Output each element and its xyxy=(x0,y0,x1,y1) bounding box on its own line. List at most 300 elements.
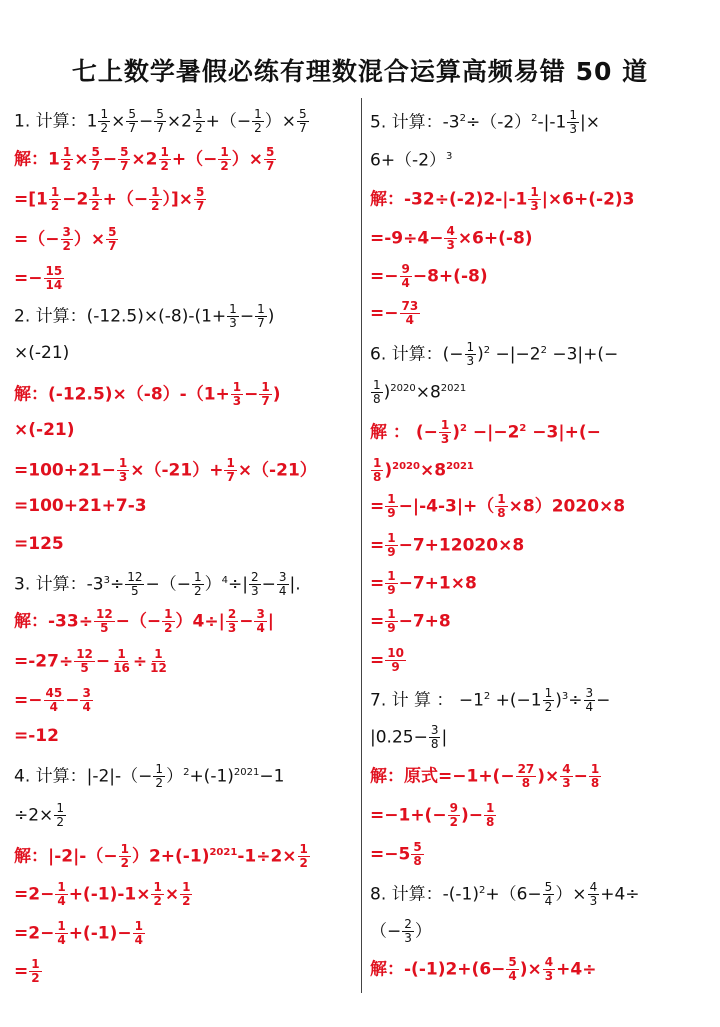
fraction-denominator: 2 xyxy=(100,121,109,135)
fraction xyxy=(89,186,101,213)
fraction-numerator: 5 xyxy=(156,107,164,121)
question-line xyxy=(370,918,432,945)
math-text: − xyxy=(102,149,118,170)
fraction-denominator: 4 xyxy=(49,700,59,714)
math-text: 解：|-2|-（− xyxy=(14,846,118,867)
solution-line xyxy=(14,958,43,985)
solution-line xyxy=(370,608,451,635)
math-text: ×(-21) xyxy=(14,343,70,363)
fraction-denominator: 2 xyxy=(120,856,129,871)
fraction-numerator: 12 xyxy=(127,570,143,585)
fraction-numerator: 1 xyxy=(226,456,235,470)
solution-line xyxy=(370,186,635,213)
math-text: − xyxy=(65,690,80,711)
fraction-denominator: 5 xyxy=(100,621,109,635)
fraction xyxy=(411,841,423,868)
fraction xyxy=(118,146,130,173)
fraction-numerator: 1 xyxy=(261,380,270,394)
math-text: +(-1)− xyxy=(68,923,132,944)
fraction-numerator: 1 xyxy=(299,842,308,857)
exponent: 2 xyxy=(183,767,190,778)
fraction-numerator: 1 xyxy=(57,880,66,894)
math-text: −8+(-8) xyxy=(412,266,488,287)
math-text: ）× xyxy=(555,884,587,905)
fraction-denominator: 3 xyxy=(404,931,412,945)
fraction xyxy=(371,379,383,406)
exponent: 2 xyxy=(460,423,467,434)
fraction-denominator: 3 xyxy=(229,316,237,330)
fraction-numerator: 1 xyxy=(120,842,129,857)
fraction xyxy=(385,532,397,559)
math-text: − xyxy=(239,306,255,327)
fraction xyxy=(516,763,537,790)
exponent: 2020 xyxy=(392,461,420,472)
math-text: ) xyxy=(272,384,281,405)
math-text: −|-4-3|+（ xyxy=(398,496,495,517)
fraction-numerator: 5 xyxy=(265,145,275,159)
fraction-denominator: 2 xyxy=(164,621,173,635)
math-text: 2. 计算：(-12.5)×(-8)-(1+ xyxy=(14,306,227,327)
fraction xyxy=(495,493,507,520)
math-text: 4. 计算：|-2|-（− xyxy=(14,766,153,787)
question-line xyxy=(370,378,466,406)
math-text: +(−1 xyxy=(490,690,542,711)
math-text: −|−2 xyxy=(466,422,520,443)
fraction-denominator: 7 xyxy=(91,159,100,173)
solution-line xyxy=(370,956,596,983)
math-text: ）4÷| xyxy=(175,611,225,632)
fraction-denominator: 2 xyxy=(155,776,164,791)
math-text: ×8）2020×8 xyxy=(508,496,626,517)
fraction-numerator: 5 xyxy=(91,145,100,159)
fraction xyxy=(180,881,192,908)
math-text: ×8 xyxy=(419,460,447,481)
fraction xyxy=(385,493,397,520)
math-text: | xyxy=(267,611,275,632)
question-line xyxy=(14,802,67,829)
fraction-denominator: 2 xyxy=(50,199,60,213)
fraction xyxy=(402,918,414,945)
fraction xyxy=(543,956,555,983)
math-text: − xyxy=(138,111,154,132)
math-text: ) xyxy=(477,344,484,365)
math-text: 8. 计算：-(-1) xyxy=(370,884,479,905)
fraction-denominator: 7 xyxy=(120,159,129,173)
fraction xyxy=(298,843,310,870)
fraction-numerator: 45 xyxy=(45,686,63,700)
fraction-numerator: 1 xyxy=(220,145,229,159)
fraction-denominator: 3 xyxy=(250,584,259,599)
fraction-denominator: 2 xyxy=(193,584,202,599)
solution-line xyxy=(370,225,533,252)
math-text: +（− xyxy=(171,149,218,170)
exponent: 2 xyxy=(483,691,491,702)
math-text: 6. 计算：(− xyxy=(370,344,464,365)
math-text: ×(-21) xyxy=(14,420,75,440)
fraction xyxy=(61,226,73,253)
fraction xyxy=(224,457,236,484)
math-text: +4÷ xyxy=(556,959,597,980)
fraction-denominator: 3 xyxy=(569,122,577,137)
fraction xyxy=(94,608,115,635)
fraction-numerator: 1 xyxy=(155,762,164,777)
solution-line xyxy=(14,687,94,714)
solution-line xyxy=(14,146,277,173)
solution-line xyxy=(370,647,407,674)
solution-line xyxy=(370,532,524,559)
fraction xyxy=(111,648,132,675)
math-text: ) xyxy=(452,422,460,443)
fraction-denominator: 4 xyxy=(82,700,91,714)
fraction xyxy=(584,687,596,714)
fraction-numerator: 1 xyxy=(229,302,237,316)
fraction xyxy=(448,802,460,829)
fraction xyxy=(193,108,205,135)
fraction xyxy=(252,108,264,135)
fraction-numerator: 1 xyxy=(387,492,396,506)
question-line xyxy=(14,108,310,135)
fraction xyxy=(106,226,118,253)
fraction xyxy=(429,724,441,751)
math-text: ÷ xyxy=(568,690,583,711)
fraction xyxy=(29,958,41,985)
fraction-denominator: 7 xyxy=(265,159,275,173)
math-text: =-9÷4− xyxy=(370,228,444,249)
solution-line xyxy=(14,533,64,555)
math-text: |. xyxy=(289,574,301,595)
solution-line xyxy=(14,457,317,484)
fraction xyxy=(589,763,601,790)
fraction-numerator: 1 xyxy=(91,185,100,199)
fraction-denominator: 2 xyxy=(153,894,162,908)
fraction-denominator: 9 xyxy=(391,660,400,674)
solution-line xyxy=(14,419,75,441)
column-divider xyxy=(361,98,362,993)
fraction-denominator: 2 xyxy=(449,815,458,829)
fraction-denominator: 7 xyxy=(108,239,117,253)
math-text: 解：-33÷ xyxy=(14,611,93,632)
fraction xyxy=(371,457,383,484)
fraction xyxy=(151,881,163,908)
fraction-denominator: 14 xyxy=(45,278,63,292)
solution-line xyxy=(370,841,425,868)
fraction-numerator: 1 xyxy=(100,107,109,121)
fraction xyxy=(588,881,600,908)
fraction-denominator: 4 xyxy=(405,313,415,327)
fraction-denominator: 2 xyxy=(56,815,64,829)
fraction xyxy=(465,341,477,368)
fraction xyxy=(231,381,243,408)
fraction-numerator: 1 xyxy=(485,801,495,815)
fraction xyxy=(543,687,555,714)
fraction-numerator: 3 xyxy=(62,225,71,239)
exponent: 3 xyxy=(103,575,110,586)
solution-line xyxy=(14,725,59,747)
fraction-numerator: 4 xyxy=(544,955,554,969)
fraction-denominator: 2 xyxy=(254,121,262,135)
math-text: × xyxy=(164,884,180,905)
fraction-numerator: 5 xyxy=(413,840,422,854)
fraction-denominator: 3 xyxy=(589,894,598,909)
exponent: 2021 xyxy=(233,767,260,778)
fraction-denominator: 4 xyxy=(278,584,287,599)
exponent: 2020 xyxy=(390,383,416,394)
math-text: |× xyxy=(579,112,600,133)
math-text: -|-1 xyxy=(537,112,567,133)
fraction-numerator: 9 xyxy=(449,801,458,815)
fraction-numerator: 1 xyxy=(373,456,382,471)
fraction-numerator: 12 xyxy=(76,647,93,661)
math-text: −7+8 xyxy=(398,611,451,632)
fraction xyxy=(44,687,65,714)
fraction xyxy=(506,956,518,983)
math-text: )− xyxy=(460,805,483,826)
fraction-numerator: 3 xyxy=(256,607,265,621)
fraction-numerator: 1 xyxy=(387,607,396,621)
solution-line xyxy=(14,608,274,635)
solution-line xyxy=(14,495,147,517)
fraction-numerator: 4 xyxy=(446,224,455,238)
math-text: +（− xyxy=(205,111,252,132)
fraction-numerator: 1 xyxy=(232,380,242,394)
math-text: = xyxy=(370,611,385,632)
math-text: = xyxy=(370,650,385,671)
fraction-denominator: 3 xyxy=(562,776,571,790)
fraction xyxy=(74,648,95,675)
fraction-denominator: 8 xyxy=(590,776,600,790)
fraction-numerator: 2 xyxy=(250,570,259,585)
exponent: 3 xyxy=(446,151,453,162)
math-text: ×8 xyxy=(415,382,441,403)
fraction-denominator: 4 xyxy=(585,700,594,715)
fraction-denominator: 8 xyxy=(521,776,531,790)
fraction-denominator: 2 xyxy=(151,199,160,213)
solution-line xyxy=(370,456,474,484)
math-text: ×2 xyxy=(131,149,158,170)
fraction-denominator: 8 xyxy=(373,392,381,407)
fraction xyxy=(192,571,204,598)
question-line xyxy=(370,686,610,714)
math-text: +（6− xyxy=(485,884,542,905)
math-text: =2− xyxy=(14,923,55,944)
solution-line xyxy=(370,570,477,597)
exponent: 2 xyxy=(540,345,547,356)
math-text: × xyxy=(111,111,126,132)
question-line xyxy=(370,108,600,136)
fraction xyxy=(484,802,496,829)
fraction-denominator: 16 xyxy=(113,661,130,675)
math-text: ÷ xyxy=(132,651,148,672)
fraction xyxy=(297,108,309,135)
fraction-numerator: 1 xyxy=(387,569,396,583)
math-text: − xyxy=(244,384,259,405)
fraction-numerator: 1 xyxy=(154,647,163,661)
fraction xyxy=(226,608,238,635)
math-text: =−5 xyxy=(370,844,411,865)
math-text: | xyxy=(441,727,448,748)
math-text: −3|+(− xyxy=(526,422,601,443)
fraction xyxy=(567,109,579,136)
fraction-numerator: 9 xyxy=(401,262,410,276)
fraction-denominator: 4 xyxy=(508,969,517,983)
math-text: ÷| xyxy=(228,574,248,595)
math-text: ×6+(-8) xyxy=(457,228,533,249)
fraction-numerator: 5 xyxy=(544,880,553,895)
fraction-denominator: 12 xyxy=(150,661,167,675)
math-text: ÷（-2） xyxy=(465,112,532,133)
fraction-denominator: 3 xyxy=(544,969,554,983)
math-text: 解：-(-1)2+(6− xyxy=(370,959,506,980)
fraction xyxy=(154,108,166,135)
solution-line xyxy=(14,648,170,675)
fraction xyxy=(560,763,572,790)
fraction xyxy=(61,146,73,173)
question-line xyxy=(14,762,284,790)
fraction xyxy=(125,571,144,598)
fraction-numerator: 1 xyxy=(182,880,191,894)
math-text: =100+21− xyxy=(14,460,116,481)
fraction-denominator: 5 xyxy=(131,584,139,599)
question-line xyxy=(370,146,452,172)
math-text: +（− xyxy=(102,189,149,210)
fraction-denominator: 2 xyxy=(91,199,100,213)
fraction-denominator: 4 xyxy=(544,894,553,909)
math-text: −3|+(− xyxy=(546,344,619,365)
fraction-denominator: 5 xyxy=(80,661,89,675)
math-text: |×6+(-2)3 xyxy=(541,189,635,210)
fraction-denominator: 2 xyxy=(160,159,169,173)
fraction xyxy=(264,146,276,173)
question-line xyxy=(370,340,618,368)
fraction xyxy=(49,186,61,213)
fraction-numerator: 1 xyxy=(194,107,203,121)
math-text: ÷2× xyxy=(14,805,54,826)
math-text: = xyxy=(370,573,385,594)
math-text: −（− xyxy=(145,574,191,595)
math-text: 3. 计算：-3 xyxy=(14,574,104,595)
math-text: +4÷ xyxy=(600,884,640,905)
math-text: ×（-21） xyxy=(237,460,317,481)
fraction-numerator: 1 xyxy=(590,762,600,776)
math-text: )× xyxy=(537,766,560,787)
fraction-denominator: 9 xyxy=(387,545,396,559)
fraction xyxy=(98,108,110,135)
math-text: )× xyxy=(519,959,542,980)
exponent: 2021 xyxy=(209,847,238,858)
math-text: ×（-21）+ xyxy=(130,460,224,481)
fraction xyxy=(218,146,230,173)
fraction-denominator: 2 xyxy=(31,971,40,985)
fraction-denominator: 2 xyxy=(182,894,191,908)
question-line xyxy=(370,880,640,908)
fraction-numerator: 1 xyxy=(530,185,539,199)
math-text: =100+21+7-3 xyxy=(14,496,147,516)
math-text: ）2+(-1) xyxy=(131,846,210,867)
solution-line xyxy=(370,418,601,446)
fraction-denominator: 2 xyxy=(194,121,203,135)
fraction xyxy=(385,570,397,597)
fraction xyxy=(89,146,101,173)
fraction-denominator: 3 xyxy=(466,354,475,369)
solution-line xyxy=(370,493,625,520)
math-text: =− xyxy=(370,266,399,287)
math-text: −7+12020×8 xyxy=(398,535,525,556)
fraction-denominator: 8 xyxy=(497,506,506,520)
solution-line xyxy=(370,300,421,327)
math-text: 解：1 xyxy=(14,149,60,170)
fraction-numerator: 1 xyxy=(544,686,553,701)
fraction xyxy=(148,648,169,675)
math-text: − xyxy=(573,766,588,787)
fraction-denominator: 9 xyxy=(387,506,396,520)
fraction-numerator: 1 xyxy=(497,492,506,506)
fraction-numerator: 5 xyxy=(108,225,117,239)
exponent: 2 xyxy=(519,423,527,434)
solution-line xyxy=(14,226,119,253)
fraction-numerator: 1 xyxy=(440,418,450,433)
fraction-numerator: 27 xyxy=(517,762,535,776)
exponent: 2021 xyxy=(440,383,467,394)
fraction-denominator: 3 xyxy=(446,238,455,252)
math-text: 7. 计 算 ： −1 xyxy=(370,690,484,711)
fraction xyxy=(277,571,289,598)
fraction-denominator: 7 xyxy=(257,316,265,330)
fraction xyxy=(259,381,271,408)
math-text: =−1+(− xyxy=(370,805,447,826)
fraction-numerator: 1 xyxy=(193,570,202,585)
fraction xyxy=(528,186,540,213)
math-text: − xyxy=(95,651,111,672)
fraction xyxy=(133,920,145,947)
fraction-numerator: 1 xyxy=(50,185,60,199)
fraction-numerator: 3 xyxy=(278,570,287,585)
math-text: −|−2 xyxy=(490,344,541,365)
fraction xyxy=(119,843,131,870)
solution-line xyxy=(14,186,207,213)
fraction-denominator: 2 xyxy=(62,159,72,173)
fraction xyxy=(254,608,266,635)
math-text: ÷ xyxy=(109,574,125,595)
math-text: ) xyxy=(383,382,391,403)
solution-line xyxy=(370,263,488,290)
question-line xyxy=(14,570,301,598)
math-text: ） xyxy=(414,921,432,942)
fraction-numerator: 1 xyxy=(56,801,64,815)
question-line xyxy=(370,724,447,751)
fraction-denominator: 2 xyxy=(220,159,229,173)
math-text: =− xyxy=(14,268,43,289)
math-text: 解：原式=−1+(− xyxy=(370,766,515,787)
fraction-denominator: 8 xyxy=(413,854,422,868)
math-text: ）× xyxy=(73,229,106,250)
fraction xyxy=(385,647,406,674)
exponent: 2021 xyxy=(446,461,474,472)
math-text: =（− xyxy=(14,229,60,250)
fraction-numerator: 1 xyxy=(57,919,66,933)
fraction-denominator: 4 xyxy=(57,933,66,947)
fraction xyxy=(153,763,165,790)
fraction-denominator: 8 xyxy=(430,737,439,751)
exponent: 4 xyxy=(221,575,228,586)
math-text: ) xyxy=(555,690,562,711)
fraction-numerator: 1 xyxy=(373,378,381,393)
fraction-denominator: 7 xyxy=(226,470,235,484)
math-text: = xyxy=(14,961,29,982)
fraction-denominator: 8 xyxy=(485,815,495,829)
fraction-denominator: 2 xyxy=(299,856,308,871)
math-text: 解：(-12.5)×（-8）-（1+ xyxy=(14,384,230,405)
math-text: ） xyxy=(166,766,184,787)
